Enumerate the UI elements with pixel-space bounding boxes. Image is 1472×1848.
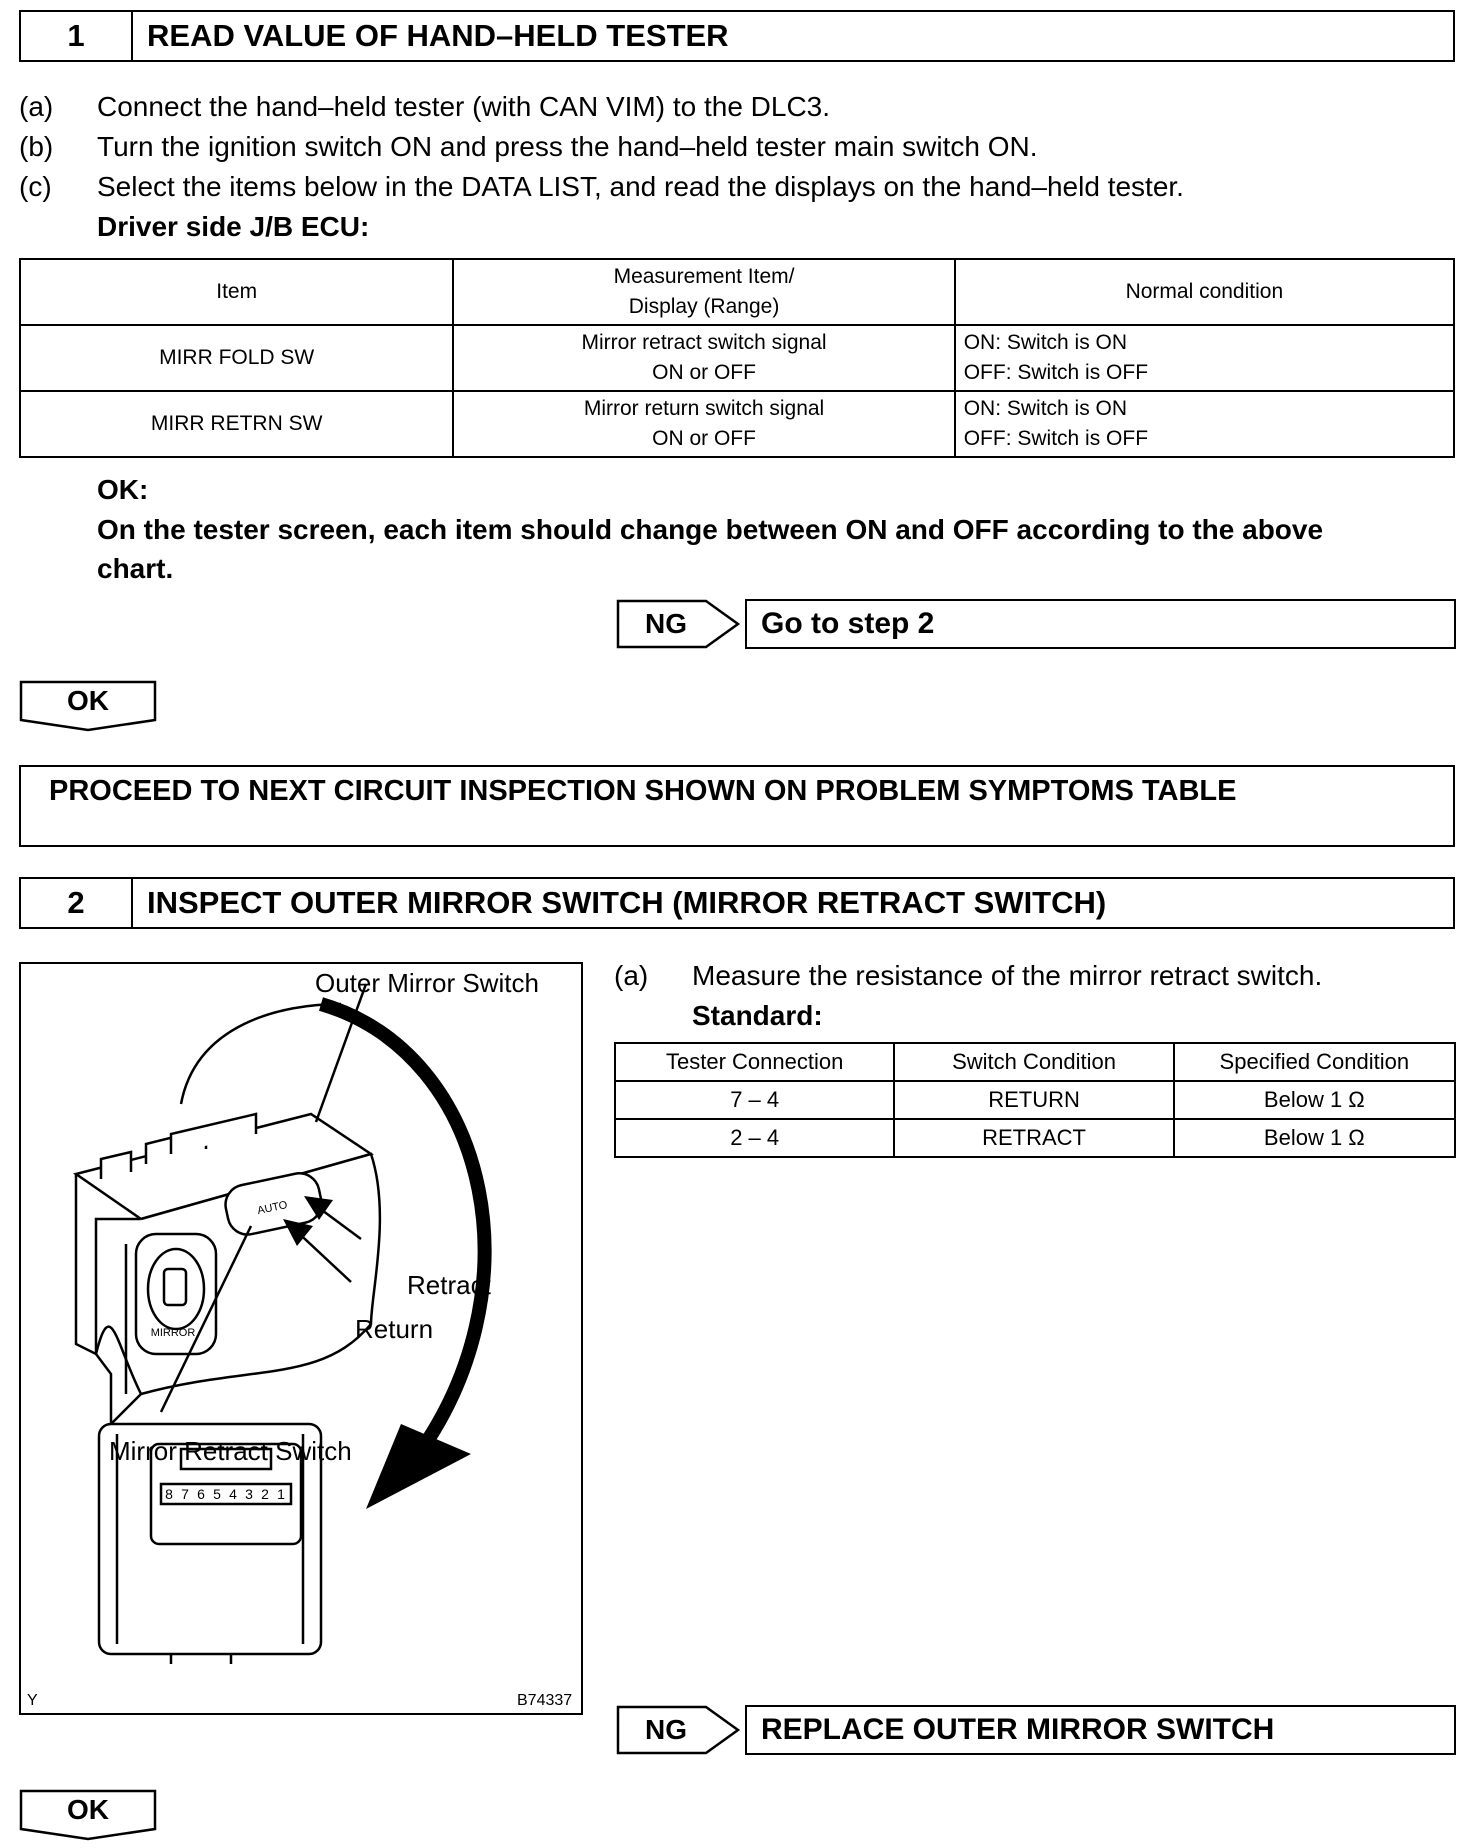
- pin-number: 1: [277, 1486, 285, 1502]
- header-measurement-line2: Display (Range): [628, 295, 780, 318]
- table-header-row: [20, 259, 1454, 325]
- ng-action-step2: REPLACE OUTER MIRROR SWITCH: [745, 1705, 1456, 1755]
- cell-normal-line2: OFF: Switch is OFF: [963, 427, 1149, 450]
- table-row: [615, 1081, 1455, 1119]
- header-tester-connection: Tester Connection: [615, 1043, 894, 1081]
- ng-tag-step2: [616, 1705, 741, 1755]
- label-outer-mirror-switch: Outer Mirror Switch: [315, 968, 539, 998]
- ng-label: NG: [645, 608, 687, 639]
- cell-normal-line1: ON: Switch is ON: [963, 331, 1128, 354]
- cell-switch: RETURN: [894, 1081, 1173, 1119]
- table-caption: Driver side J/B ECU:: [97, 211, 370, 242]
- cell-normal-condition: [955, 325, 1454, 391]
- header-switch-condition: Switch Condition: [894, 1043, 1173, 1081]
- ok-tag-step1: [19, 680, 157, 732]
- ok-tag-step2: [19, 1789, 157, 1841]
- label-mirror-retract-switch: Mirror Retract Switch: [109, 1436, 352, 1466]
- ok-label: OK: [67, 1794, 109, 1825]
- cell-measurement: [453, 325, 954, 391]
- pin-number: 3: [245, 1486, 253, 1502]
- step-text: Select the items below in the DATA LIST, and read the displays on the hand–held tester.: [97, 171, 1184, 202]
- pin-number: 8: [165, 1486, 173, 1502]
- step-2-number: 2: [21, 879, 133, 927]
- cell-measurement-line1: Mirror return switch signal: [583, 397, 825, 420]
- pin-number: 6: [197, 1486, 205, 1502]
- step-text: Turn the ignition switch ON and press the hand–held tester main switch ON.: [97, 131, 1038, 162]
- proceed-box: PROCEED TO NEXT CIRCUIT INSPECTION SHOWN ON PROBLEM SYMPTOMS TABLE: [19, 765, 1455, 847]
- cell-normal-line1: ON: Switch is ON: [963, 397, 1128, 420]
- cell-connection: 2 – 4: [615, 1119, 894, 1157]
- step-1-title: READ VALUE OF HAND–HELD TESTER: [147, 18, 729, 53]
- step-2-header: [19, 877, 1455, 929]
- ng-action-step1: Go to step 2: [745, 599, 1456, 649]
- header-specified-condition: Specified Condition: [1174, 1043, 1455, 1081]
- cell-normal-line2: OFF: Switch is OFF: [963, 361, 1149, 384]
- ok-criteria-line1: On the tester screen, each item should change between ON and OFF according to the above: [97, 514, 1324, 545]
- cell-normal-condition: [955, 391, 1454, 457]
- standard-table: [614, 1042, 1456, 1158]
- mirror-text: MIRROR: [150, 1327, 196, 1339]
- pin-number: 7: [181, 1486, 189, 1502]
- ng-tag-step1: [616, 599, 741, 649]
- ok-criteria-line2: chart.: [97, 553, 174, 584]
- header-normal-condition: Normal condition: [955, 259, 1454, 325]
- step-text: Connect the hand–held tester (with CAN VIM) to the DLC3.: [97, 91, 831, 122]
- cell-switch: RETRACT: [894, 1119, 1173, 1157]
- ok-label: OK: [67, 685, 109, 716]
- pin-number: 4: [229, 1486, 237, 1502]
- step-2-title: INSPECT OUTER MIRROR SWITCH (MIRROR RETRACT SWITCH): [147, 885, 1107, 920]
- step-1-number: 1: [21, 12, 133, 60]
- header-measurement-line1: Measurement Item/: [613, 265, 795, 288]
- step-label: (b): [19, 131, 54, 162]
- step-1-header: [19, 10, 1455, 62]
- cell-measurement-line1: Mirror retract switch signal: [581, 331, 827, 354]
- step-label: (a): [614, 960, 649, 991]
- cell-measurement: [453, 391, 954, 457]
- pin-number: 5: [213, 1486, 221, 1502]
- label-return: Return: [355, 1314, 434, 1344]
- step-label: (a): [19, 91, 54, 122]
- cell-measurement-line2: ON or OFF: [652, 361, 756, 384]
- cell-specified: Below 1 Ω: [1174, 1119, 1455, 1157]
- pin-number: 2: [261, 1486, 269, 1502]
- cell-item: MIRR FOLD SW: [20, 325, 453, 391]
- ng-label: NG: [645, 1714, 687, 1745]
- cell-item: MIRR RETRN SW: [20, 391, 453, 457]
- table-row: [20, 391, 1454, 457]
- label-retract: Retract: [407, 1270, 491, 1300]
- cell-connection: 7 – 4: [615, 1081, 894, 1119]
- mirror-switch-figure: [19, 962, 583, 1715]
- table-row: [615, 1119, 1455, 1157]
- cell-measurement-line2: ON or OFF: [652, 427, 756, 450]
- table-row: [20, 325, 1454, 391]
- standard-label: Standard:: [692, 1000, 823, 1031]
- corner-letter: Y: [27, 1692, 38, 1709]
- header-measurement: [453, 259, 954, 325]
- figure-code: B74337: [517, 1692, 573, 1709]
- mirror-switch-illustration: [21, 964, 581, 1713]
- ok-criteria-label: OK:: [97, 474, 149, 505]
- auto-text: AUTO: [256, 1199, 289, 1218]
- data-list-table: [19, 258, 1455, 458]
- cell-specified: Below 1 Ω: [1174, 1081, 1455, 1119]
- table-header-row: [615, 1043, 1455, 1081]
- step-label: (c): [19, 171, 52, 202]
- step-text: Measure the resistance of the mirror retract switch.: [692, 960, 1323, 991]
- header-item: Item: [20, 259, 453, 325]
